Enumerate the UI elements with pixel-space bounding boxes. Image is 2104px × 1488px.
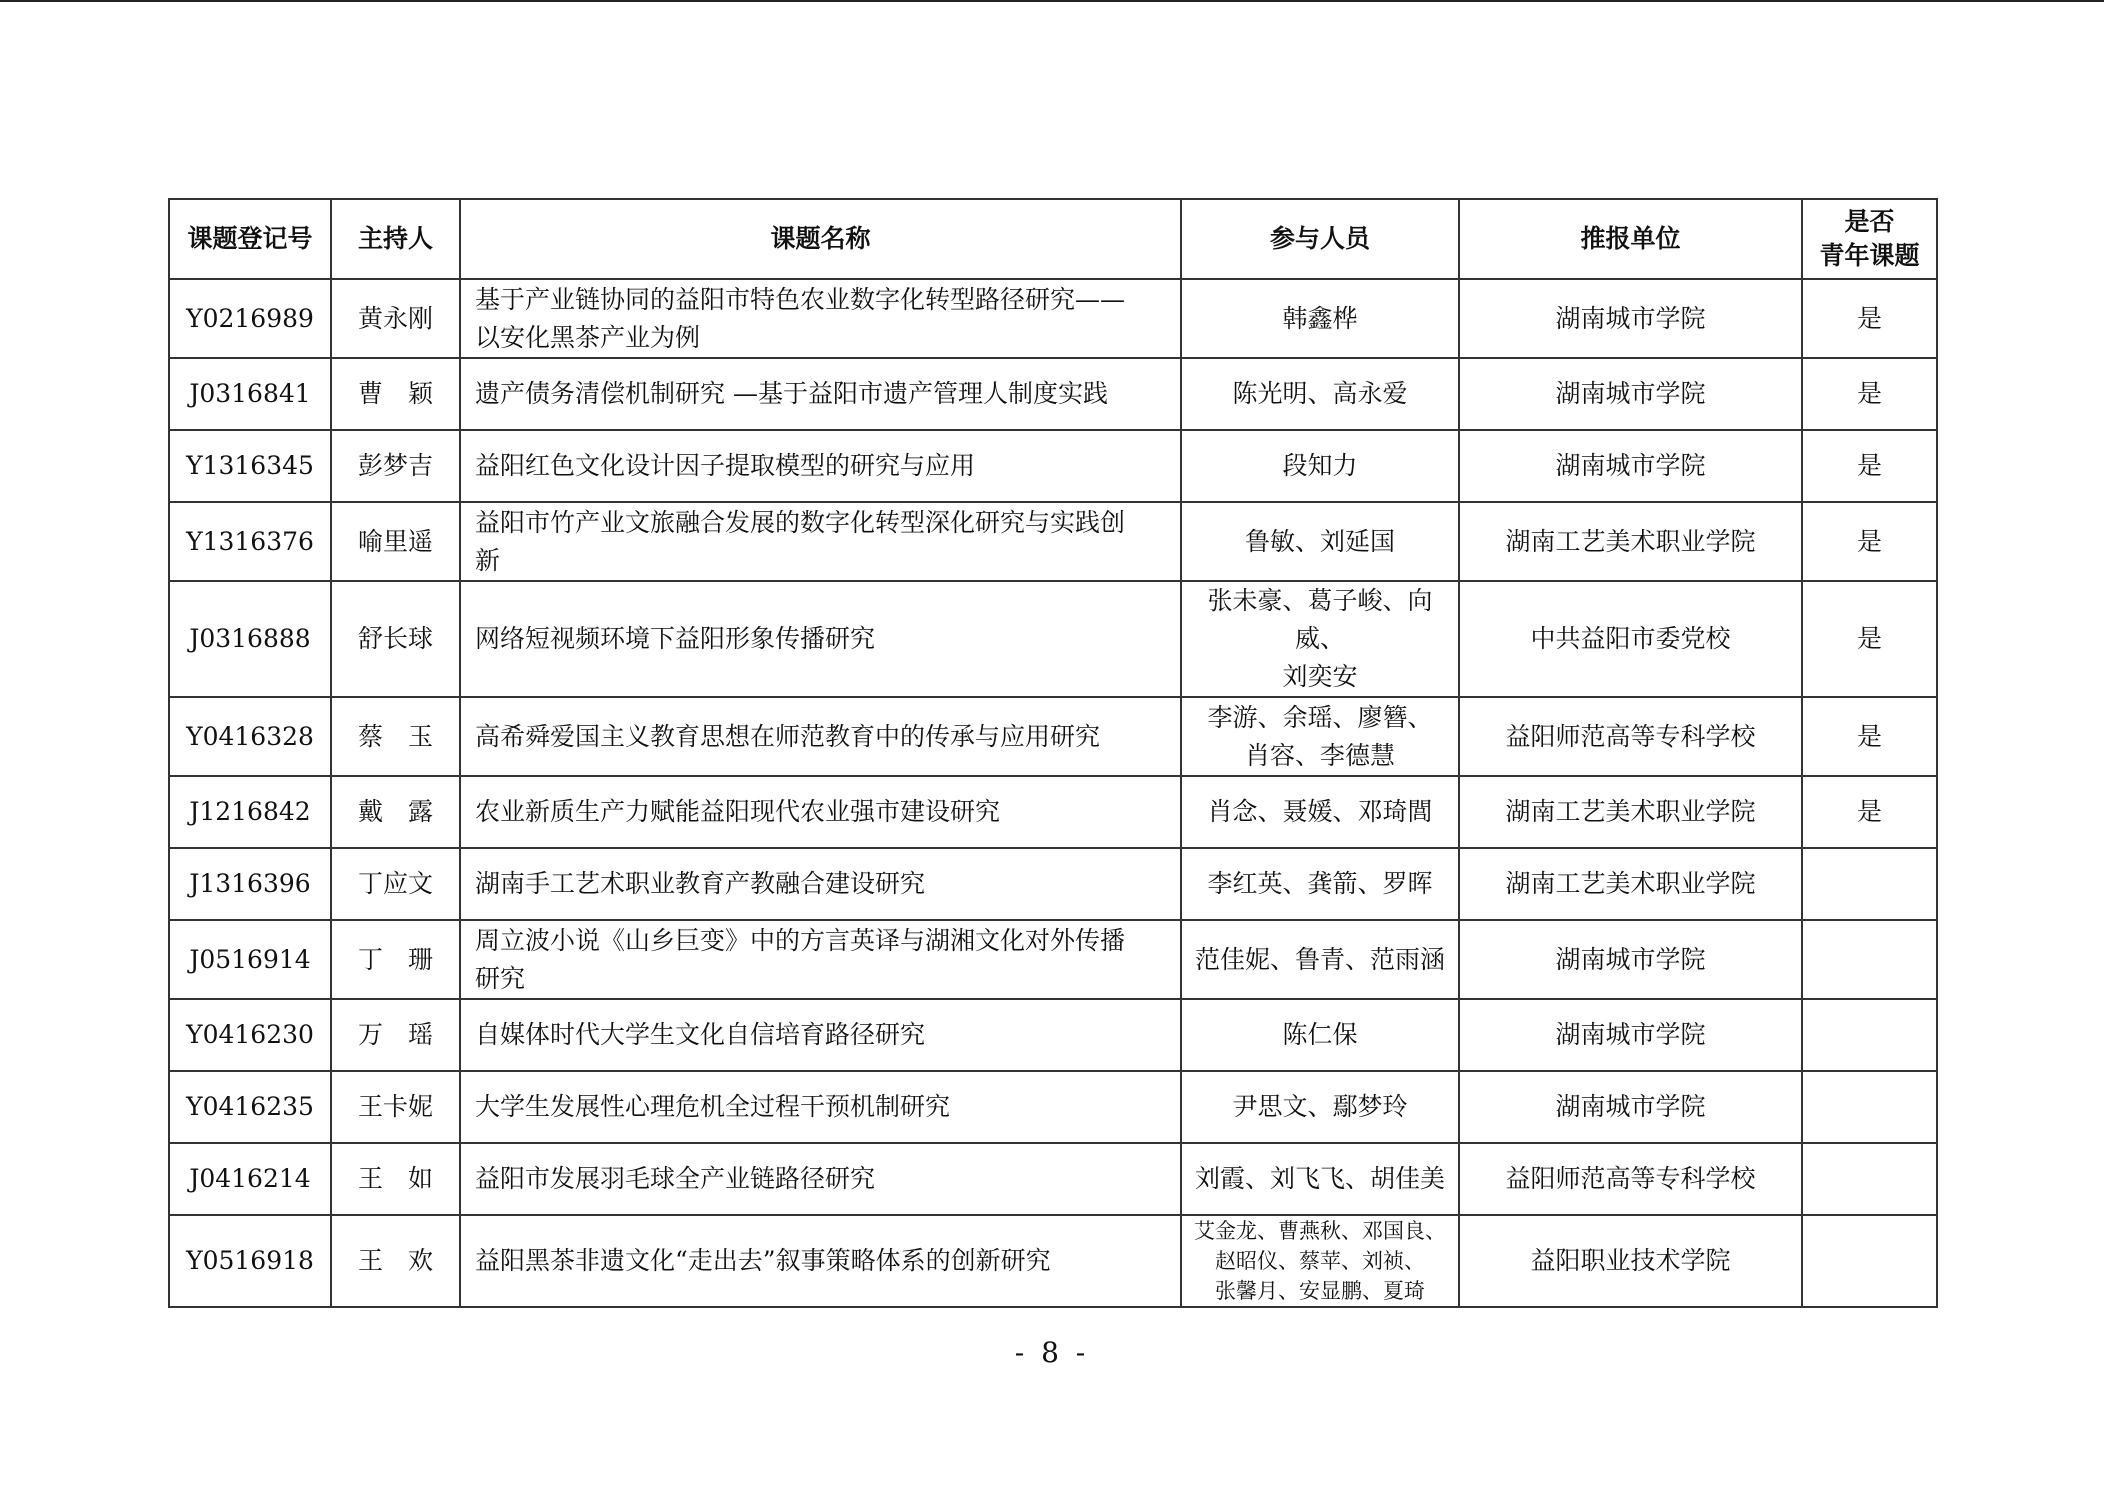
cell-unit: 益阳师范高等专科学校 [1459, 1143, 1802, 1215]
cell-host: 黄永刚 [331, 279, 460, 358]
cell-unit: 湖南工艺美术职业学院 [1459, 502, 1802, 581]
table-row [169, 279, 1937, 358]
cell-id: J0316841 [169, 358, 331, 430]
cell-unit: 湖南城市学院 [1459, 430, 1802, 502]
cell-title: 农业新质生产力赋能益阳现代农业强市建设研究 [460, 776, 1181, 848]
cell-id: Y0416235 [169, 1071, 331, 1143]
cell-members: 段知力 [1181, 430, 1459, 502]
cell-members: 李红英、龚箭、罗晖 [1181, 848, 1459, 920]
cell-id: Y0216989 [169, 279, 331, 358]
table-row [169, 1071, 1937, 1143]
table-row [169, 1143, 1937, 1215]
cell-unit: 湖南城市学院 [1459, 279, 1802, 358]
table-row [169, 848, 1937, 920]
cell-title: 益阳红色文化设计因子提取模型的研究与应用 [460, 430, 1181, 502]
cell-members: 肖念、聂媛、邓琦閭 [1181, 776, 1459, 848]
cell-members: 刘霞、刘飞飞、胡佳美 [1181, 1143, 1459, 1215]
cell-title: 自媒体时代大学生文化自信培育路径研究 [460, 999, 1181, 1071]
cell-host: 王 如 [331, 1143, 460, 1215]
cell-title: 益阳黑茶非遗文化“走出去”叙事策略体系的创新研究 [460, 1215, 1181, 1307]
table-header-row [169, 199, 1937, 279]
cell-youth: 是 [1802, 358, 1937, 430]
cell-host: 王卡妮 [331, 1071, 460, 1143]
header-title: 课题名称 [460, 199, 1181, 279]
cell-youth [1802, 920, 1937, 999]
header-unit: 推报单位 [1459, 199, 1802, 279]
cell-id: Y0416230 [169, 999, 331, 1071]
cell-youth: 是 [1802, 776, 1937, 848]
page-number: - 8 - [1014, 1336, 1090, 1369]
cell-youth: 是 [1802, 581, 1937, 697]
cell-youth [1802, 999, 1937, 1071]
cell-members: 艾金龙、曹燕秋、邓国良、 赵昭仪、蔡苹、刘祯、 张馨月、安显鹏、夏琦 [1181, 1215, 1459, 1307]
cell-unit: 湖南城市学院 [1459, 1071, 1802, 1143]
cell-youth: 是 [1802, 502, 1937, 581]
cell-unit: 湖南城市学院 [1459, 920, 1802, 999]
cell-unit: 益阳师范高等专科学校 [1459, 697, 1802, 776]
cell-id: J0416214 [169, 1143, 331, 1215]
cell-members: 陈仁保 [1181, 999, 1459, 1071]
cell-host: 舒长球 [331, 581, 460, 697]
cell-youth [1802, 1143, 1937, 1215]
cell-host: 丁应文 [331, 848, 460, 920]
cell-title: 基于产业链协同的益阳市特色农业数字化转型路径研究—— 以安化黑茶产业为例 [460, 279, 1181, 358]
cell-members: 张未豪、葛子峻、向威、 刘奕安 [1181, 581, 1459, 697]
project-table [168, 198, 1938, 1308]
cell-youth: 是 [1802, 697, 1937, 776]
table-row [169, 430, 1937, 502]
table-row [169, 776, 1937, 848]
page-top-rule [0, 0, 2104, 2]
cell-id: J0316888 [169, 581, 331, 697]
cell-unit: 益阳职业技术学院 [1459, 1215, 1802, 1307]
cell-host: 曹 颖 [331, 358, 460, 430]
table-row [169, 502, 1937, 581]
cell-id: J1316396 [169, 848, 331, 920]
cell-id: J0516914 [169, 920, 331, 999]
cell-members: 陈光明、高永爱 [1181, 358, 1459, 430]
cell-unit: 湖南工艺美术职业学院 [1459, 848, 1802, 920]
cell-title: 周立波小说《山乡巨变》中的方言英译与湖湘文化对外传播 研究 [460, 920, 1181, 999]
cell-members: 韩鑫桦 [1181, 279, 1459, 358]
cell-members: 尹思文、鄢梦玲 [1181, 1071, 1459, 1143]
cell-id: Y1316376 [169, 502, 331, 581]
cell-title: 大学生发展性心理危机全过程干预机制研究 [460, 1071, 1181, 1143]
cell-host: 彭梦吉 [331, 430, 460, 502]
cell-id: Y1316345 [169, 430, 331, 502]
cell-title: 益阳市发展羽毛球全产业链路径研究 [460, 1143, 1181, 1215]
table-row [169, 358, 1937, 430]
cell-title: 高希舜爱国主义教育思想在师范教育中的传承与应用研究 [460, 697, 1181, 776]
header-members: 参与人员 [1181, 199, 1459, 279]
header-youth: 是否 青年课题 [1802, 199, 1937, 279]
header-host: 主持人 [331, 199, 460, 279]
cell-host: 蔡 玉 [331, 697, 460, 776]
cell-youth: 是 [1802, 430, 1937, 502]
cell-title: 益阳市竹产业文旅融合发展的数字化转型深化研究与实践创 新 [460, 502, 1181, 581]
cell-members: 范佳妮、鲁青、范雨涵 [1181, 920, 1459, 999]
cell-title: 湖南手工艺术职业教育产教融合建设研究 [460, 848, 1181, 920]
cell-host: 万 瑶 [331, 999, 460, 1071]
header-id: 课题登记号 [169, 199, 331, 279]
cell-title: 遗产债务清偿机制研究 —基于益阳市遗产管理人制度实践 [460, 358, 1181, 430]
cell-id: Y0516918 [169, 1215, 331, 1307]
cell-unit: 中共益阳市委党校 [1459, 581, 1802, 697]
cell-youth: 是 [1802, 279, 1937, 358]
cell-title: 网络短视频环境下益阳形象传播研究 [460, 581, 1181, 697]
cell-id: J1216842 [169, 776, 331, 848]
table-row [169, 697, 1937, 776]
cell-youth [1802, 1215, 1937, 1307]
cell-host: 丁 珊 [331, 920, 460, 999]
cell-members: 鲁敏、刘延国 [1181, 502, 1459, 581]
cell-host: 戴 露 [331, 776, 460, 848]
cell-host: 喻里遥 [331, 502, 460, 581]
cell-unit: 湖南城市学院 [1459, 999, 1802, 1071]
cell-unit: 湖南工艺美术职业学院 [1459, 776, 1802, 848]
table-row [169, 581, 1937, 697]
cell-id: Y0416328 [169, 697, 331, 776]
table-row [169, 999, 1937, 1071]
table-row [169, 920, 1937, 999]
cell-unit: 湖南城市学院 [1459, 358, 1802, 430]
table-row [169, 1215, 1937, 1307]
cell-host: 王 欢 [331, 1215, 460, 1307]
cell-members: 李游、余瑶、廖簪、 肖容、李德慧 [1181, 697, 1459, 776]
cell-youth [1802, 1071, 1937, 1143]
cell-youth [1802, 848, 1937, 920]
